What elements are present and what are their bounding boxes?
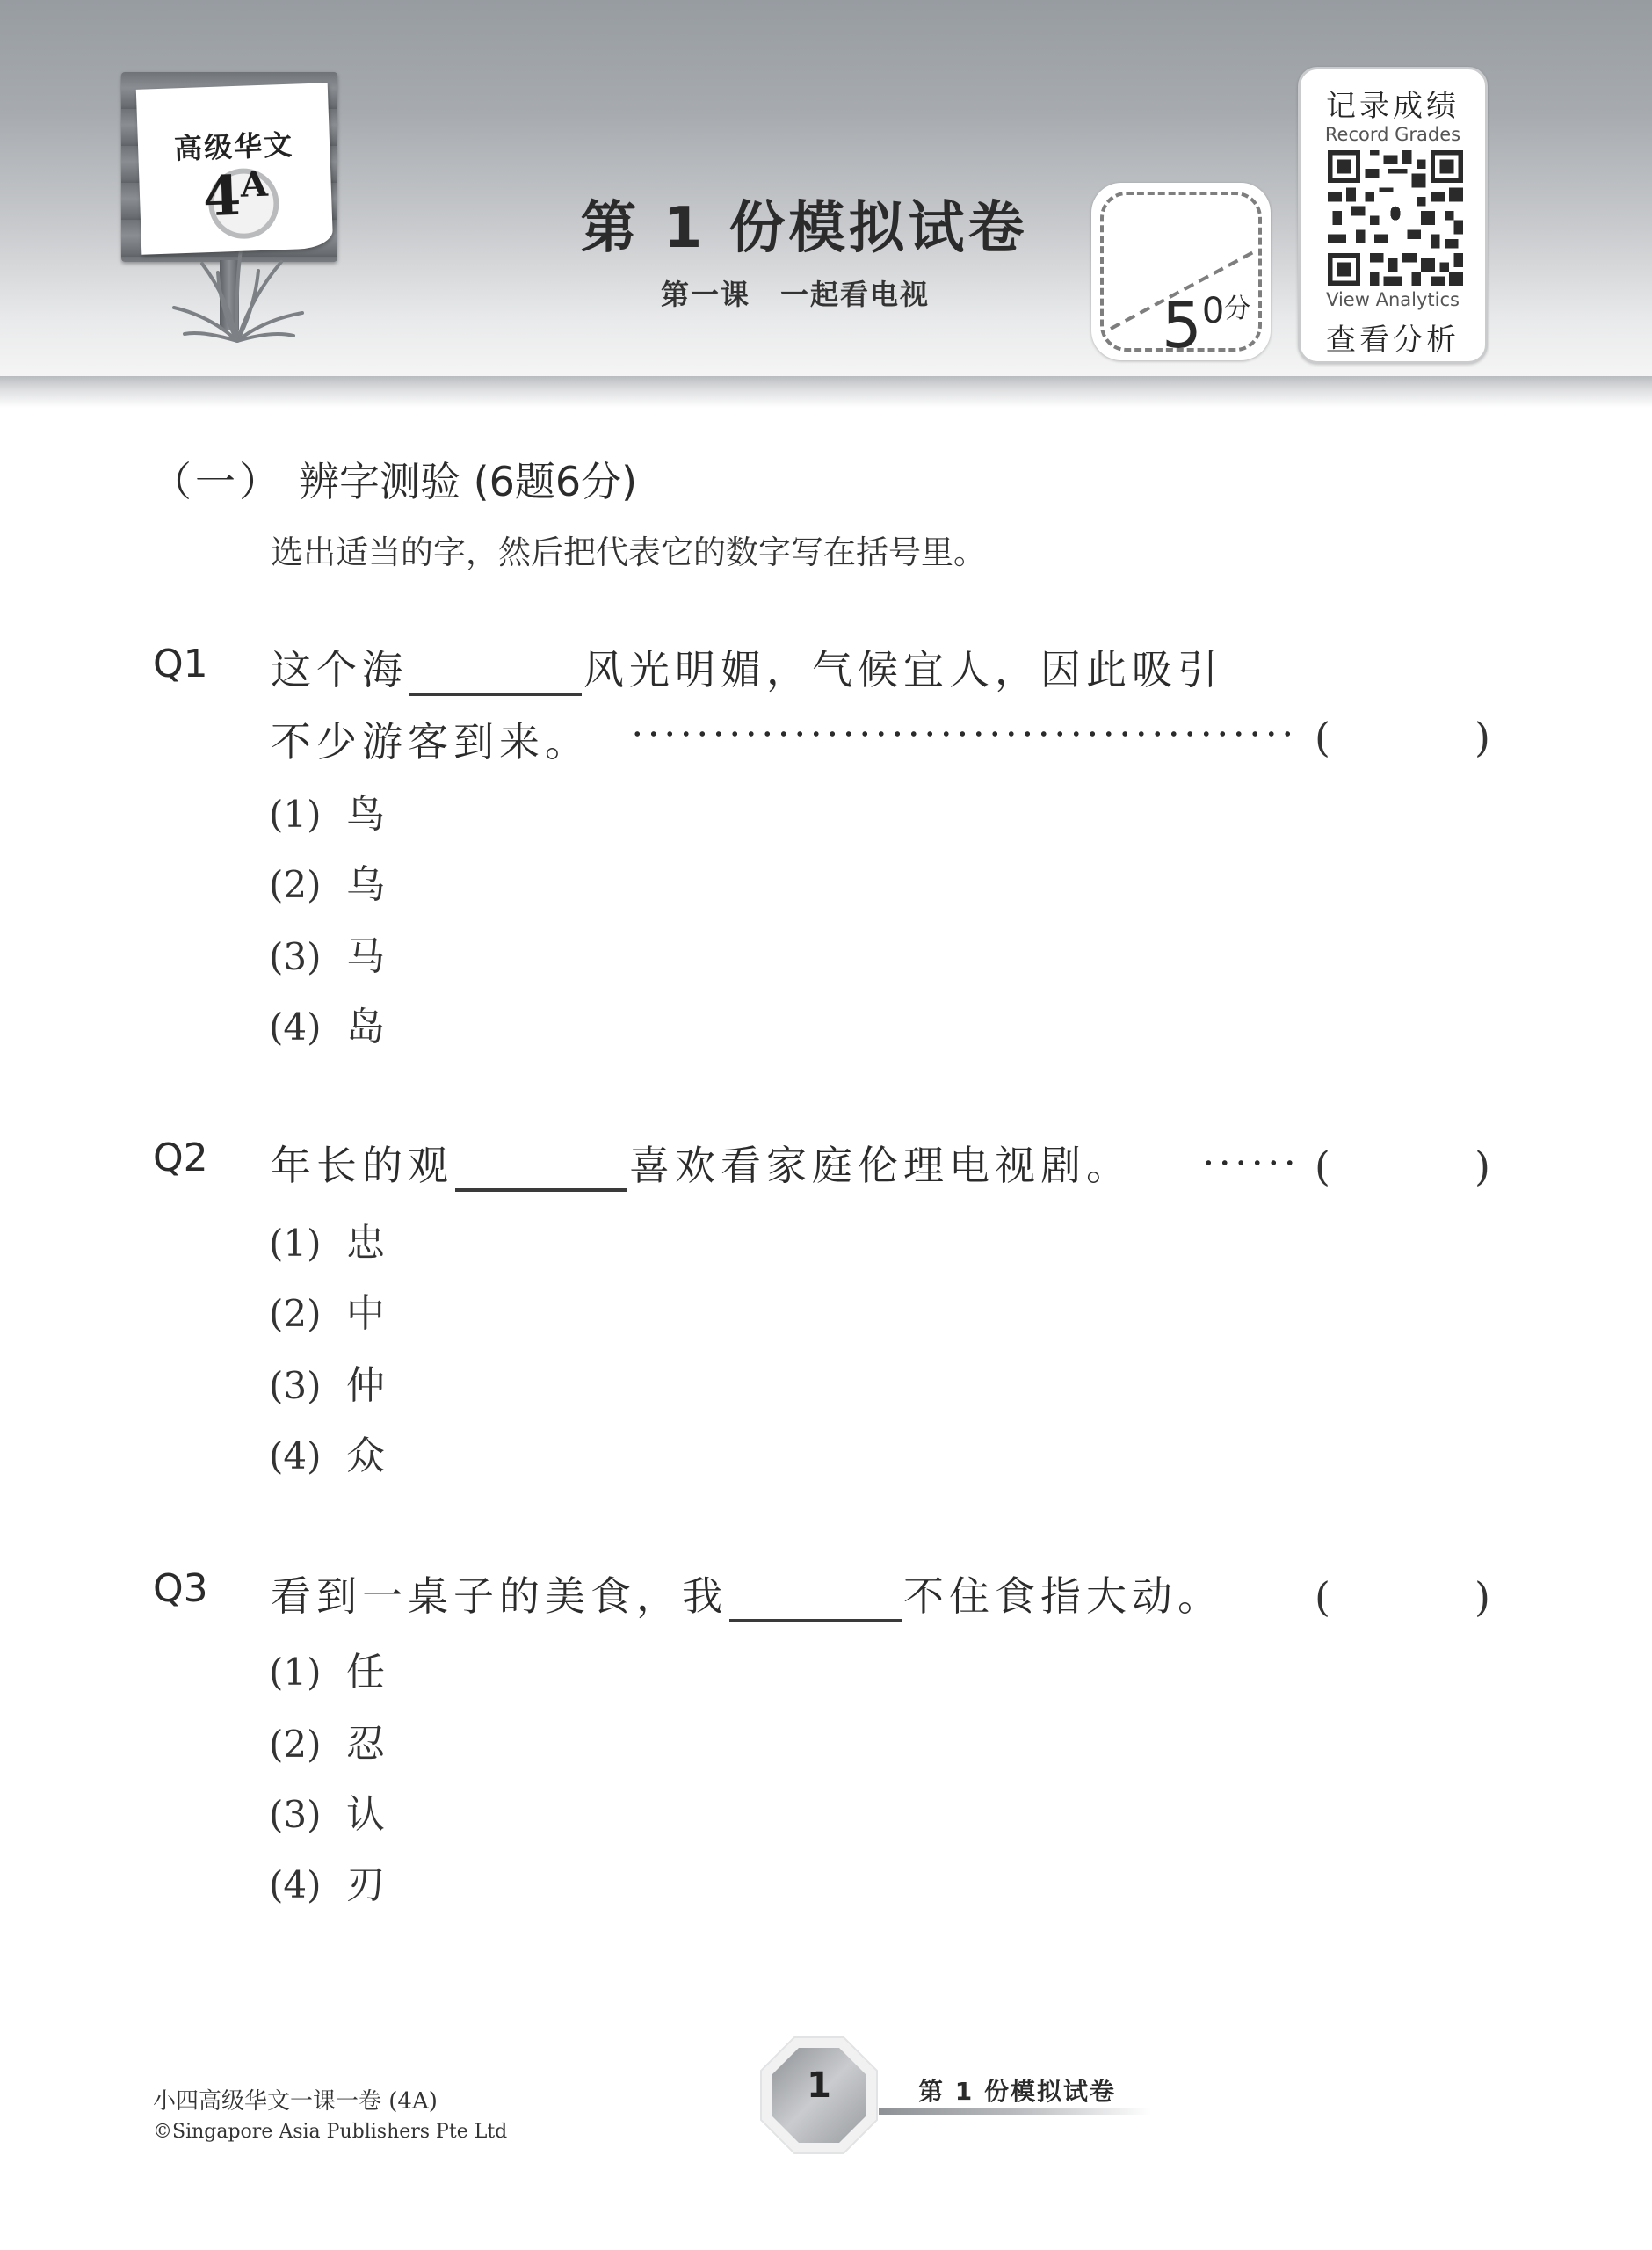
section-heading bbox=[151, 450, 637, 508]
answer-bracket[interactable]: ( ) bbox=[1315, 714, 1490, 761]
view-analytics-cn: 查看分析 bbox=[1326, 323, 1460, 358]
page-title: 第 1 份模拟试卷 bbox=[580, 196, 1028, 261]
logo-grade: 4A bbox=[201, 163, 269, 229]
qr-code-card[interactable] bbox=[1298, 67, 1488, 364]
record-grades-en: Record Grades bbox=[1324, 124, 1461, 145]
page-number: 1 bbox=[807, 2065, 831, 2106]
option-item: (4) 岛 bbox=[269, 1005, 385, 1049]
section-instruction: 选出适当的字，然后把代表它的数字写在括号里。 bbox=[271, 533, 986, 571]
question-text-line1: 这个海 风光明媚，气候宜人，因此吸引 bbox=[271, 638, 1223, 696]
option-item: (4) 刃 bbox=[269, 1862, 385, 1907]
option-item: (3) 马 bbox=[269, 934, 385, 979]
question-label: Q1 bbox=[153, 642, 208, 686]
qr-code-icon[interactable] bbox=[1325, 150, 1466, 286]
copyright: ©Singapore Asia Publishers Pte Ltd bbox=[153, 2121, 508, 2143]
option-item: (2) 乌 bbox=[269, 862, 385, 907]
question-text-line1: 年长的观 喜欢看家庭伦理电视剧。 bbox=[271, 1134, 1132, 1192]
dot-leader bbox=[629, 731, 1292, 737]
option-item: (1) 忠 bbox=[269, 1221, 385, 1266]
option-item: (4) 众 bbox=[269, 1433, 385, 1478]
option-item: (3) 认 bbox=[269, 1792, 385, 1837]
question-text-line1: 看到一桌子的美食，我 不住食指大动。 bbox=[271, 1564, 1223, 1622]
section-number: （一） bbox=[151, 458, 283, 505]
answer-bracket[interactable]: ( ) bbox=[1315, 1143, 1490, 1190]
book-title: 小四高级华文一课一卷 (4A) bbox=[153, 2088, 438, 2115]
answer-blank bbox=[729, 1582, 902, 1622]
logo-subject: 高级华文 bbox=[173, 127, 294, 166]
option-item: (1) 任 bbox=[269, 1650, 385, 1695]
section-title: 辨字测验 (6题6分) bbox=[299, 458, 638, 505]
option-item: (2) 中 bbox=[269, 1291, 385, 1336]
answer-bracket[interactable]: ( ) bbox=[1315, 1573, 1490, 1621]
option-item: (2) 忍 bbox=[269, 1722, 385, 1767]
view-analytics-en: View Analytics bbox=[1326, 289, 1460, 310]
question-label: Q2 bbox=[153, 1136, 208, 1180]
option-item: (3) 仲 bbox=[269, 1363, 385, 1408]
lesson-subtitle: 第一课 一起看电视 bbox=[660, 278, 930, 311]
header-shadow bbox=[0, 376, 1652, 408]
footer-paper-title: 第 1 份模拟试卷 bbox=[918, 2077, 1116, 2106]
footer-rule bbox=[879, 2108, 1151, 2115]
answer-blank bbox=[409, 656, 582, 696]
answer-blank bbox=[455, 1151, 627, 1192]
footer-book-info bbox=[153, 2083, 507, 2143]
dot-leader bbox=[1200, 1160, 1295, 1165]
question-label: Q3 bbox=[153, 1566, 208, 1611]
record-grades-cn: 记录成绩 bbox=[1326, 89, 1460, 124]
question-text-line2: 不少游客到来。 bbox=[271, 718, 591, 766]
total-score-box bbox=[1091, 183, 1271, 360]
option-item: (1) 鸟 bbox=[269, 792, 385, 837]
total-score: 50分 bbox=[1162, 288, 1251, 362]
